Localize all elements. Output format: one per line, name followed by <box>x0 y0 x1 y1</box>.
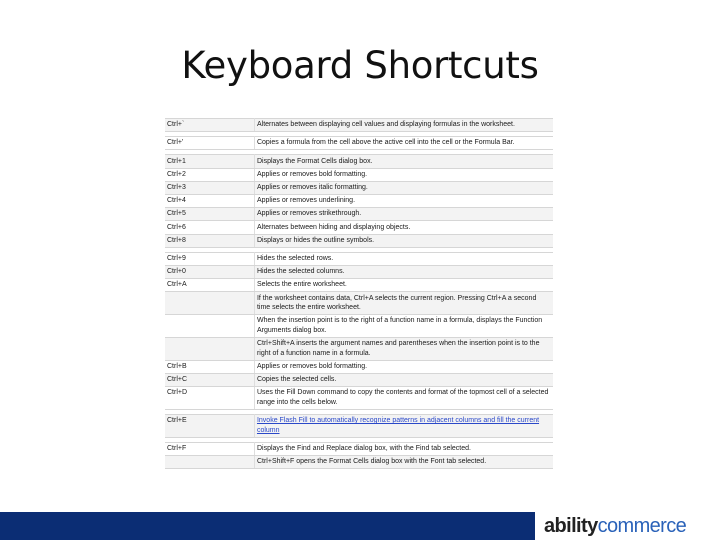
ability-commerce-logo <box>544 514 686 538</box>
shortcut-key: Ctrl+F <box>165 442 254 455</box>
shortcut-key: Ctrl+E <box>165 414 254 437</box>
shortcut-key: Ctrl+5 <box>165 208 254 221</box>
shortcut-description: Hides the selected rows. <box>254 252 553 265</box>
shortcut-description: Ctrl+Shift+A inserts the argument names and parentheses when the insertion point is to the right of a function name in a formula. <box>254 337 553 360</box>
table-row <box>165 442 553 455</box>
shortcut-key <box>165 292 254 315</box>
shortcut-key: Ctrl+C <box>165 373 254 386</box>
table-row <box>165 221 553 234</box>
shortcut-description: Uses the Fill Down command to copy the contents and format of the topmost cell of a selected range into the cells below. <box>254 386 553 409</box>
shortcut-key: Ctrl+2 <box>165 168 254 181</box>
shortcut-description: Copies a formula from the cell above the active cell into the cell or the Formula Bar. <box>254 137 553 150</box>
shortcut-description: Ctrl+Shift+F opens the Format Cells dialog box with the Font tab selected. <box>254 455 553 468</box>
shortcut-key: Ctrl+` <box>165 119 254 132</box>
shortcut-key: Ctrl+0 <box>165 265 254 278</box>
shortcut-description: Applies or removes bold formatting. <box>254 360 553 373</box>
table-row <box>165 386 553 409</box>
table-row <box>165 337 553 360</box>
shortcut-key: Ctrl+1 <box>165 155 254 168</box>
shortcut-key: Ctrl+' <box>165 137 254 150</box>
table-row <box>165 168 553 181</box>
shortcut-key: Ctrl+B <box>165 360 254 373</box>
shortcut-description: If the worksheet contains data, Ctrl+A selects the current region. Pressing Ctrl+A a second time selects the entire worksheet. <box>254 292 553 315</box>
shortcut-description: Displays or hides the outline symbols. <box>254 234 553 247</box>
table-row <box>165 155 553 168</box>
shortcut-description: Alternates between hiding and displaying objects. <box>254 221 553 234</box>
shortcut-description: Applies or removes italic formatting. <box>254 181 553 194</box>
table-row <box>165 181 553 194</box>
shortcut-description: When the insertion point is to the right of a function name in a formula, displays the Function Arguments dialog box. <box>254 315 553 338</box>
shortcut-description: Applies or removes strikethrough. <box>254 208 553 221</box>
slide-title: Keyboard Shortcuts <box>181 44 539 87</box>
table-row <box>165 292 553 315</box>
shortcut-description-cell <box>254 414 553 437</box>
shortcut-key: Ctrl+9 <box>165 252 254 265</box>
shortcut-description: Displays the Find and Replace dialog box, with the Find tab selected. <box>254 442 553 455</box>
shortcut-key <box>165 455 254 468</box>
shortcut-key: Ctrl+D <box>165 386 254 409</box>
shortcut-key: Ctrl+A <box>165 279 254 292</box>
footer-accent-band <box>0 512 535 540</box>
shortcut-description: Hides the selected columns. <box>254 265 553 278</box>
table-row <box>165 360 553 373</box>
logo-word-ability: ability <box>544 515 598 537</box>
table-row <box>165 279 553 292</box>
shortcut-description: Applies or removes underlining. <box>254 194 553 207</box>
flash-fill-link[interactable]: Invoke Flash Fill to automatically recognize patterns in adjacent columns and fill the current column <box>256 417 540 434</box>
shortcut-key: Ctrl+3 <box>165 181 254 194</box>
table-row <box>165 265 553 278</box>
table-row <box>165 137 553 150</box>
shortcuts-table-container <box>165 118 555 469</box>
table-row <box>165 315 553 338</box>
shortcut-key: Ctrl+4 <box>165 194 254 207</box>
table-row <box>165 455 553 468</box>
shortcut-key: Ctrl+8 <box>165 234 254 247</box>
table-row <box>165 208 553 221</box>
shortcut-description: Copies the selected cells. <box>254 373 553 386</box>
shortcut-description: Alternates between displaying cell values and displaying formulas in the worksheet. <box>254 119 553 132</box>
table-row <box>165 252 553 265</box>
shortcuts-table <box>165 118 553 469</box>
table-row <box>165 194 553 207</box>
shortcut-description: Selects the entire worksheet. <box>254 279 553 292</box>
table-row <box>165 234 553 247</box>
table-row <box>165 414 553 437</box>
shortcut-description: Applies or removes bold formatting. <box>254 168 553 181</box>
shortcut-key <box>165 337 254 360</box>
shortcut-key <box>165 315 254 338</box>
table-row <box>165 119 553 132</box>
logo-word-commerce: commerce <box>597 515 687 537</box>
footer-bar <box>0 512 720 540</box>
shortcut-description: Displays the Format Cells dialog box. <box>254 155 553 168</box>
shortcut-key: Ctrl+6 <box>165 221 254 234</box>
table-row <box>165 373 553 386</box>
